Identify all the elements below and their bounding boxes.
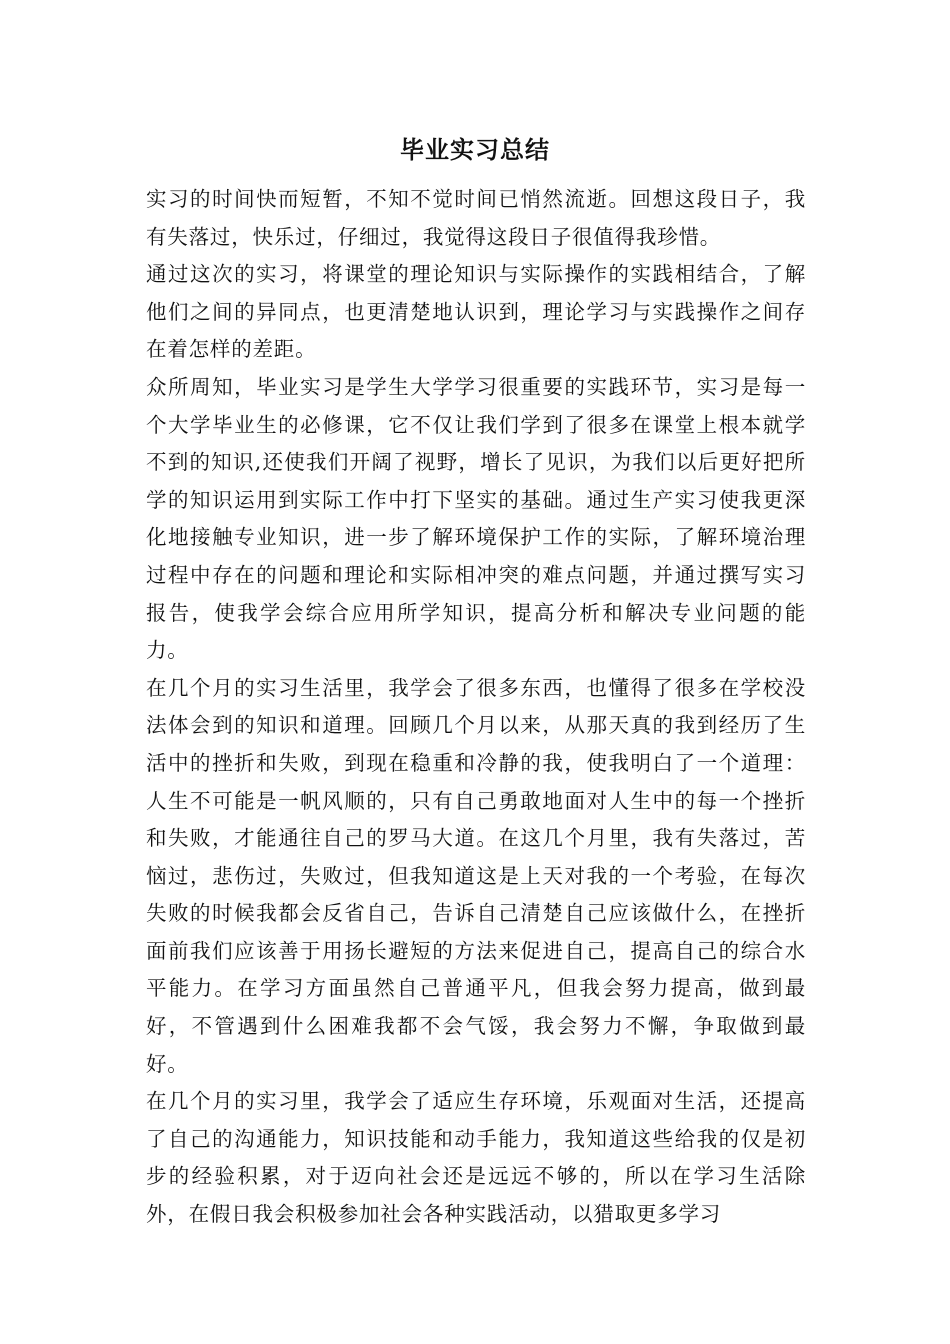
paragraph-5: 在几个月的实习里，我学会了适应生存环境，乐观面对生活，还提高了自己的沟通能力，知识技能和动手能力，我知道这些给我的仅是初步的经验积累，对于迈向社会还是远远不够的，所以在学习生活除外，在假日我会积极参加社会各种实践活动，以猎取更多学习 [146,1089,806,1227]
document-title: 毕业实习总结 [400,135,550,164]
paragraph-3: 众所周知，毕业实习是学生大学学习很重要的实践环节，实习是每一个大学毕业生的必修课，它不仅让我们学到了很多在课堂上根本就学不到的知识,还使我们开阔了视野，增长了见识，为我们以后更好把所学的知识运用到实际工作中打下坚实的基础。通过生产实习使我更深化地接触专业知识，进一步了解环境保护工作的实际，了解环境治理过程中存在的问题和理论和实际相冲突的难点问题，并通过撰写实习报告，使我学会综合应用所学知识，提高分析和解决专业问题的能力。 [146,374,806,663]
document-body [146,181,806,1234]
paragraph-1: 实习的时间快而短暂，不知不觉时间已悄然流逝。回想这段日子，我有失落过，快乐过，仔细过，我觉得这段日子很值得我珍惜。 [146,187,806,249]
paragraph-2: 通过这次的实习，将课堂的理论知识与实际操作的实践相结合，了解他们之间的异同点，也更清楚地认识到，理论学习与实践操作之间存在着怎样的差距。 [146,262,806,362]
paragraph-4: 在几个月的实习生活里，我学会了很多东西，也懂得了很多在学校没法体会到的知识和道理。回顾几个月以来，从那天真的我到经历了生活中的挫折和失败，到现在稳重和冷静的我，使我明白了一个道理：人生不可能是一帆风顺的，只有自己勇敢地面对人生中的每一个挫折和失败，才能通往自己的罗马大道。在这几个月里，我有失落过，苦恼过，悲伤过，失败过，但我知道这是上天对我的一个考验，在每次失败的时候我都会反省自己，告诉自己清楚自己应该做什么，在挫折面前我们应该善于用扬长避短的方法来促进自己，提高自己的综合水平能力。在学习方面虽然自己普通平凡，但我会努力提高，做到最好，不管遇到什么困难我都不会气馁，我会努力不懈，争取做到最好。 [146,675,806,1076]
